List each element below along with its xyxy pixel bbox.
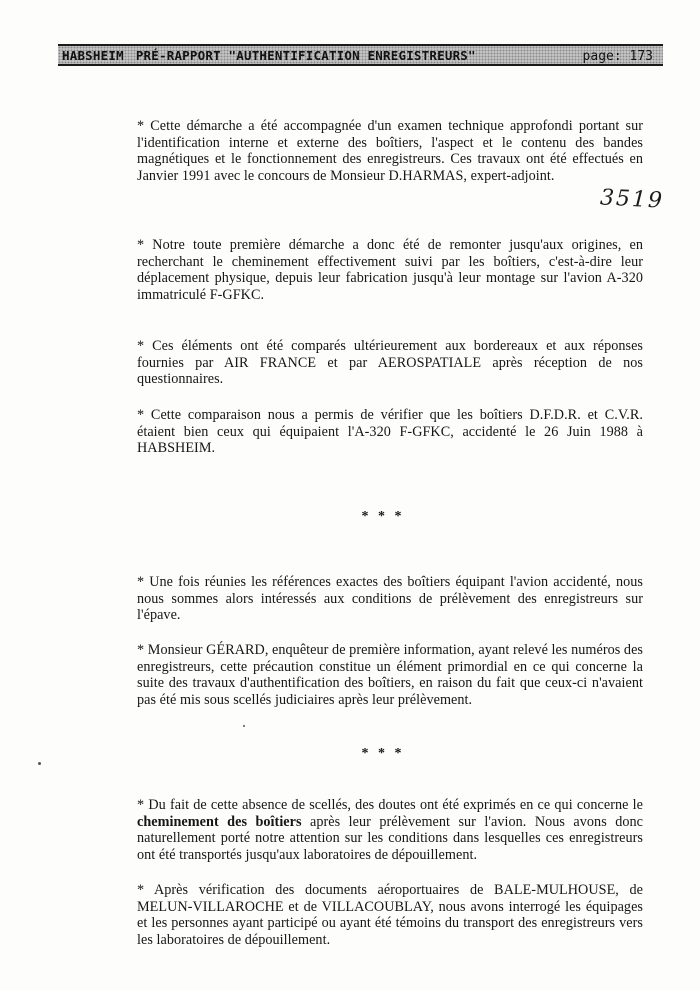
paragraph-7-end: après leur prélèvement sur l'avion. Nous avons donc naturellement porté notre attention sur les conditions dans lesquelles ces enregistreurs ont été transportés jusqu'aux laboratoires de dépouillement.: [137, 813, 643, 863]
page-header-band: [58, 44, 663, 66]
paragraph-2: * Notre toute première démarche a donc été de remonter jusqu'aux origines, en recherchant le cheminement effectivement suivi par les boîtiers, c'est-à-dire leur déplacement physique, depuis leur fabrication jusqu'à leur montage sur l'avion A-320 immatriculé F-GFKC.: [137, 237, 643, 303]
section-separator-2: * * *: [361, 746, 405, 761]
paragraph-1: * Cette démarche a été accompagnée d'un examen technique approfondi portant sur l'identification interne et externe des boîtiers, l'aspect et le contenu des bandes magnétiques et le fonctionnement des enregistreurs. Ces travaux ont été effectués en Janvier 1991 avec le concours de Monsieur D.HARMAS, expert-adjoint.: [137, 118, 643, 184]
handwritten-stamp-number: 3519: [599, 185, 665, 214]
page-number: page: 173: [582, 49, 653, 64]
scan-speck: [243, 725, 245, 727]
paragraph-7: [137, 797, 643, 863]
paragraph-4: * Cette comparaison nous a permis de vérifier que les boîtiers D.F.D.R. et C.V.R. étaient bien ceux qui équipaient l'A-320 F-GFKC, accidenté le 26 Juin 1988 à HABSHEIM.: [137, 407, 643, 457]
paragraph-5: * Une fois réunies les références exactes des boîtiers équipant l'avion accidenté, nous nous sommes alors intéressés aux conditions de prélèvement des enregistreurs sur l'épave.: [137, 574, 643, 624]
header-title: [62, 48, 476, 63]
section-separator-1: * * *: [361, 509, 405, 524]
paragraph-7-emphasis: cheminement des boîtiers: [137, 813, 302, 830]
scan-speck: [38, 762, 41, 765]
header-report-title: PRÉ-RAPPORT "AUTHENTIFICATION ENREGISTREURS": [135, 48, 476, 63]
paragraph-3: * Ces éléments ont été comparés ultérieurement aux bordereaux et aux réponses fournies par AIR FRANCE et par AEROSPATIALE après réception de nos questionnaires.: [137, 338, 643, 388]
paragraph-6: * Monsieur GÉRARD, enquêteur de première information, ayant relevé les numéros des enregistreurs, cette précaution constitue un élément primordial en ce qui concerne la suite des travaux d'authentification des boîtiers, en raison du fait que ceux-ci n'avaient pas été mis sous scellés judiciaires après leur prélèvement.: [137, 642, 643, 708]
header-location: HABSHEIM: [62, 48, 124, 63]
paragraph-7-start: * Du fait de cette absence de scellés, des doutes ont été exprimés en ce qui concerne le: [137, 797, 643, 813]
paragraph-8: * Après vérification des documents aéroportuaires de BALE-MULHOUSE, de MELUN-VILLAROCHE et de VILLACOUBLAY, nous avons interrogé les équipages et les personnes ayant participé ou ayant été témoins du transport des enregistreurs vers les laboratoires de dépouillement.: [137, 882, 643, 948]
